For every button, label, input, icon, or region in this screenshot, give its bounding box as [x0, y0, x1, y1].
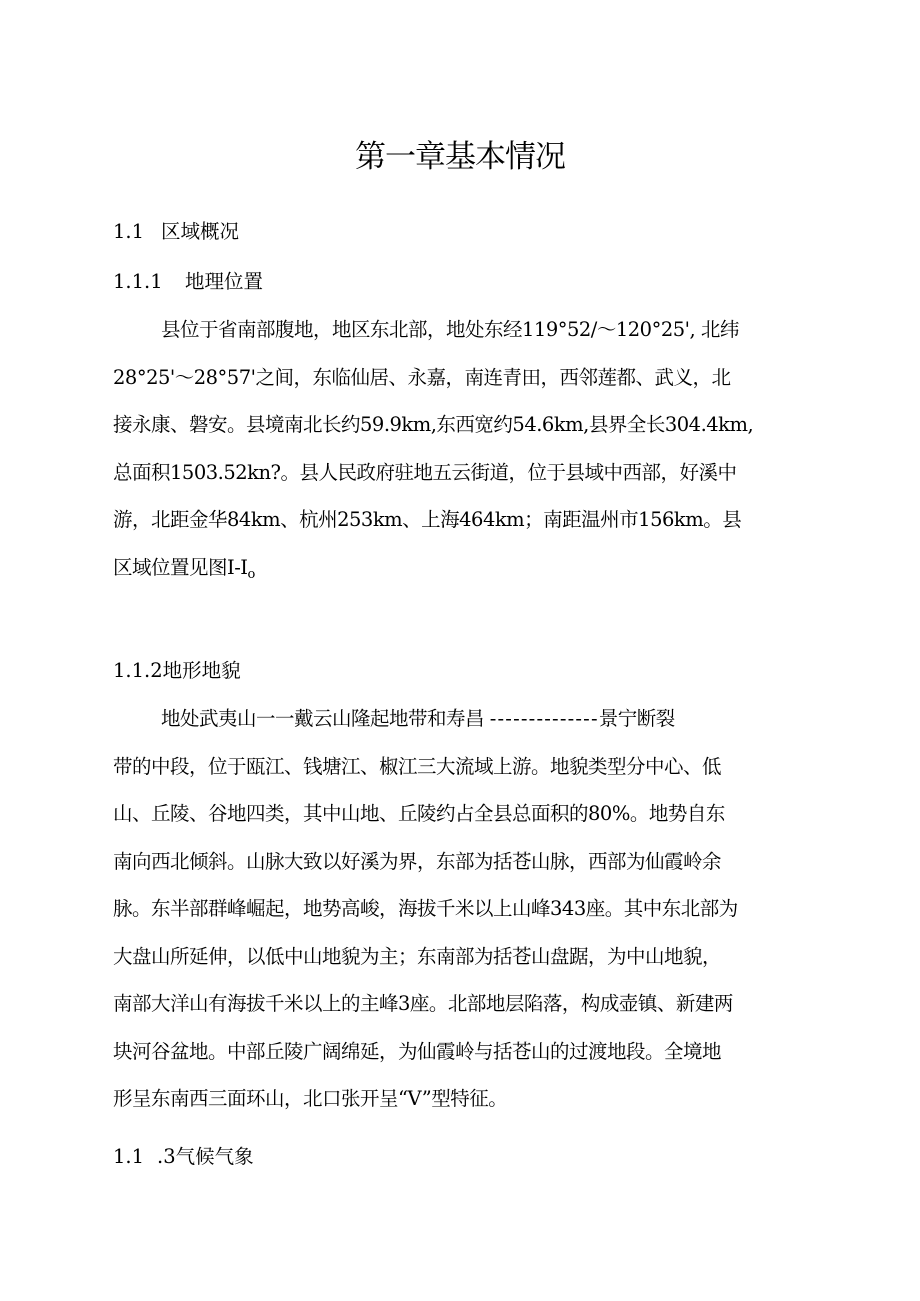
paragraph-line: 南向西北倾斜。山脉大致以好溪为界，东部为括苍山脉，西部为仙霞岭余 [113, 849, 722, 873]
paragraph-line-last [113, 544, 813, 592]
chapter-title: 第一章基本情况 [355, 139, 565, 175]
paragraph-line: 大盘山所延伸，以低中山地貌为主；东南部为括苍山盘踞，为中山地貌， [113, 944, 722, 968]
paragraph-line: 形呈东南西三面环山，北口张开呈“V”型特征。 [113, 1087, 508, 1110]
paragraph-geographic-location [113, 306, 813, 591]
paragraph-line: 28°25'〜28°57'之间，东临仙居、永嘉，南连青田，西邻莲都、武义，北 [113, 365, 731, 389]
section-number: 1.1 [113, 220, 145, 243]
paragraph-line-text: 地处武夷山一一戴云山隆起地带和寿昌 [161, 707, 485, 730]
section-number: 1.1 [113, 1145, 145, 1168]
paragraph-terrain [113, 695, 813, 1123]
paragraph-line: 带的中段，位于瓯江、钱塘江、椒江三大流域上游。地貌类型分中心、低 [113, 754, 722, 778]
section-title: 地理位置 [185, 270, 264, 293]
paragraph-line: 接永康、磐安。县境南北长约59.9km,东西宽约54.6km,县界全长304.4km, [113, 413, 754, 436]
figure-ref-suffix: o [247, 566, 255, 582]
section-heading-1-1-1 [113, 268, 263, 296]
paragraph-line: 游，北距金华84km、杭州253km、上海464km；南距温州市156km。县 [113, 508, 742, 531]
paragraph-line: 脉。东半部群峰崛起，地势高峻，海拔千米以上山峰343座。其中东北部为 [113, 897, 738, 920]
paragraph-line: 南部大洋山有海拔千米以上的主峰3座。北部地层陷落，构成壶镇、新建两 [113, 992, 733, 1015]
paragraph-line: 县位于省南部腹地，地区东北部，地处东经119°52/〜120°25', 北纬 [161, 318, 739, 341]
paragraph-line-first [113, 695, 813, 743]
section-title: 区域概况 [161, 220, 240, 243]
paragraph-line-text: 区域位置见图I-I [113, 555, 248, 579]
section-number: 1.1.1 [113, 270, 163, 293]
section-heading-1-1-2: 1.1.2地形地貌 [113, 659, 241, 682]
paragraph-line: 总面积1503.52kn?。县人民政府驻地五云街道，位于县域中西部，好溪中 [113, 460, 737, 484]
section-heading-1-1-3 [113, 1143, 254, 1171]
dash-separator: -------------- [489, 707, 599, 730]
section-heading-1-1 [113, 218, 239, 246]
paragraph-line: 块河谷盆地。中部丘陵广阔绵延，为仙霞岭与括苍山的过渡地段。全境地 [113, 1039, 722, 1063]
paragraph-line-text: 景宁断裂 [598, 707, 675, 730]
section-title: .3气候气象 [157, 1145, 254, 1168]
paragraph-line: 山、丘陵、谷地四类，其中山地、丘陵约占全县总面积的80%。地势自东 [113, 802, 725, 825]
